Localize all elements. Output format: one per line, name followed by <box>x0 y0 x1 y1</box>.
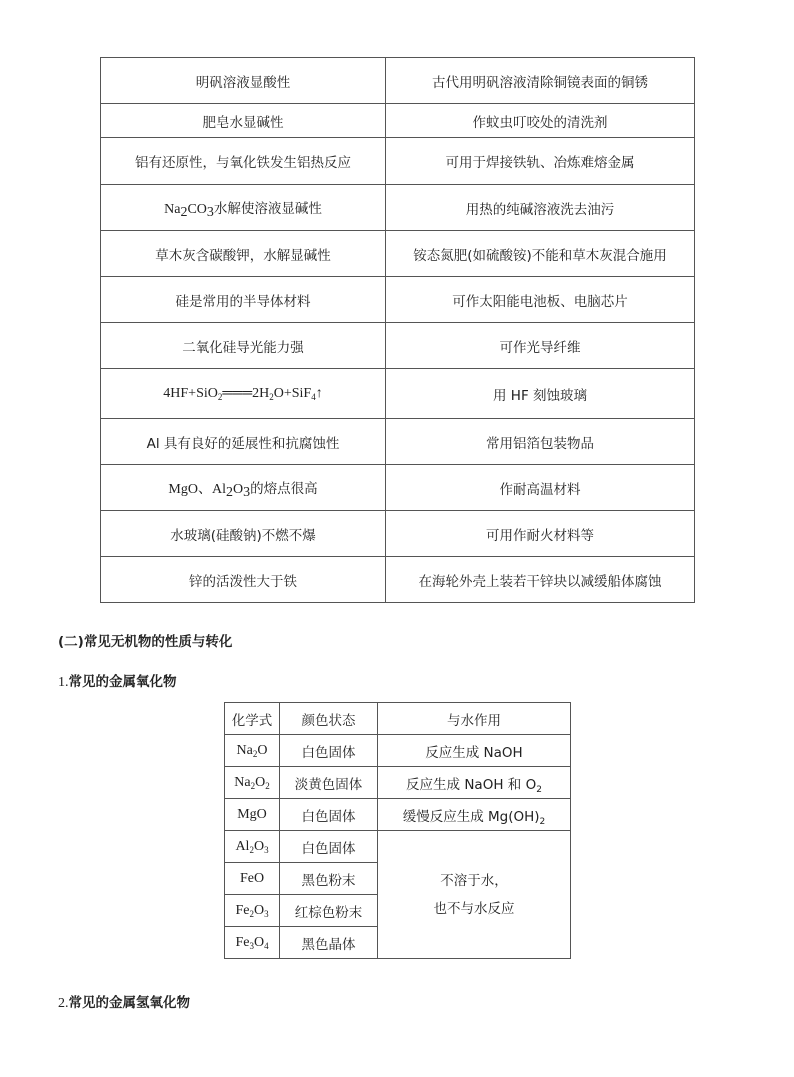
property-cell: 草木灰含碳酸钾，水解显碱性 <box>101 231 386 277</box>
use-cell: 可用作耐火材料等 <box>386 511 695 557</box>
table-row <box>225 735 571 767</box>
header-formula: 化学式 <box>225 703 280 735</box>
use-cell: 可作太阳能电池板、电脑芯片 <box>386 277 695 323</box>
table-row <box>101 231 695 277</box>
use-cell: 用 HF 刻蚀玻璃 <box>386 369 695 419</box>
header-state: 颜色状态 <box>280 703 378 735</box>
table-row <box>225 831 571 863</box>
table-row <box>101 323 695 369</box>
state-cell: 白色固体 <box>280 831 378 863</box>
formula-cell: FeO <box>225 863 280 895</box>
formula-cell: $Al_2O_3$ <box>225 831 280 863</box>
table-row <box>101 138 695 185</box>
water-cell: 反应生成 NaOH <box>378 735 571 767</box>
property-cell: $4HF+SiO_2═══2H_2O+SiF_4↑$ <box>101 369 386 419</box>
use-cell: 用热的纯碱溶液洗去油污 <box>386 185 695 231</box>
use-cell: 常用铝箔包装物品 <box>386 419 695 465</box>
use-cell: 可用于焊接铁轨、冶炼难熔金属 <box>386 138 695 185</box>
property-cell: Al 具有良好的延展性和抗腐蚀性 <box>101 419 386 465</box>
water-cell-merged: 不溶于水， 也不与水反应 <box>378 831 571 959</box>
table-row <box>225 767 571 799</box>
table-row <box>101 185 695 231</box>
table-row <box>101 369 695 419</box>
property-cell: 水玻璃(硅酸钠)不燃不爆 <box>101 511 386 557</box>
state-cell: 白色固体 <box>280 735 378 767</box>
use-cell: 作蚊虫叮咬处的清洗剂 <box>386 104 695 138</box>
table-row <box>101 419 695 465</box>
state-cell: 白色固体 <box>280 799 378 831</box>
subsection-number: 2. <box>58 996 69 1011</box>
property-cell: $Na_2CO_3$水解使溶液显碱性 <box>101 185 386 231</box>
metal-oxide-table <box>224 702 571 959</box>
property-cell: MgO、$Al_2O_3$的熔点很高 <box>101 465 386 511</box>
property-cell: 明矾溶液显酸性 <box>101 58 386 104</box>
property-cell: 肥皂水显碱性 <box>101 104 386 138</box>
formula-cell: $Fe_3O_4$ <box>225 927 280 959</box>
table-row <box>101 104 695 138</box>
use-cell: 古代用明矾溶液清除铜镜表面的铜锈 <box>386 58 695 104</box>
use-cell: 在海轮外壳上装若干锌块以减缓船体腐蚀 <box>386 557 695 603</box>
header-water: 与水作用 <box>378 703 571 735</box>
property-cell: 铝有还原性，与氧化铁发生铝热反应 <box>101 138 386 185</box>
water-cell: 缓慢反应生成 $Mg(OH)_2$ <box>378 799 571 831</box>
use-cell: 可作光导纤维 <box>386 323 695 369</box>
subsection-title: 常见的金属氢氧化物 <box>68 995 190 1011</box>
property-cell: 二氧化硅导光能力强 <box>101 323 386 369</box>
subsection-number: 1. <box>58 675 69 690</box>
state-cell: 红棕色粉末 <box>280 895 378 927</box>
use-cell: 作耐高温材料 <box>386 465 695 511</box>
subsection-heading-hydroxides <box>58 991 190 1012</box>
use-cell: 铵态氮肥(如硫酸铵)不能和草木灰混合施用 <box>386 231 695 277</box>
subsection-title: 常见的金属氧化物 <box>68 674 177 690</box>
state-cell: 黑色晶体 <box>280 927 378 959</box>
property-use-table <box>100 57 695 603</box>
property-cell: 硅是常用的半导体材料 <box>101 277 386 323</box>
formula-cell: $Na_2O$ <box>225 735 280 767</box>
header-row <box>225 703 571 735</box>
table-row <box>101 277 695 323</box>
table-row <box>225 799 571 831</box>
formula-cell: $Na_2O_2$ <box>225 767 280 799</box>
table-row <box>101 465 695 511</box>
table-row <box>101 557 695 603</box>
water-cell: 反应生成 NaOH 和 $O_2$ <box>378 767 571 799</box>
table-row <box>101 58 695 104</box>
property-cell: 锌的活泼性大于铁 <box>101 557 386 603</box>
state-cell: 淡黄色固体 <box>280 767 378 799</box>
subsection-heading-oxides <box>58 670 177 691</box>
section-heading: (二)常见无机物的性质与转化 <box>58 634 233 650</box>
state-cell: 黑色粉末 <box>280 863 378 895</box>
formula-cell: MgO <box>225 799 280 831</box>
table-row <box>101 511 695 557</box>
formula-cell: $Fe_2O_3$ <box>225 895 280 927</box>
